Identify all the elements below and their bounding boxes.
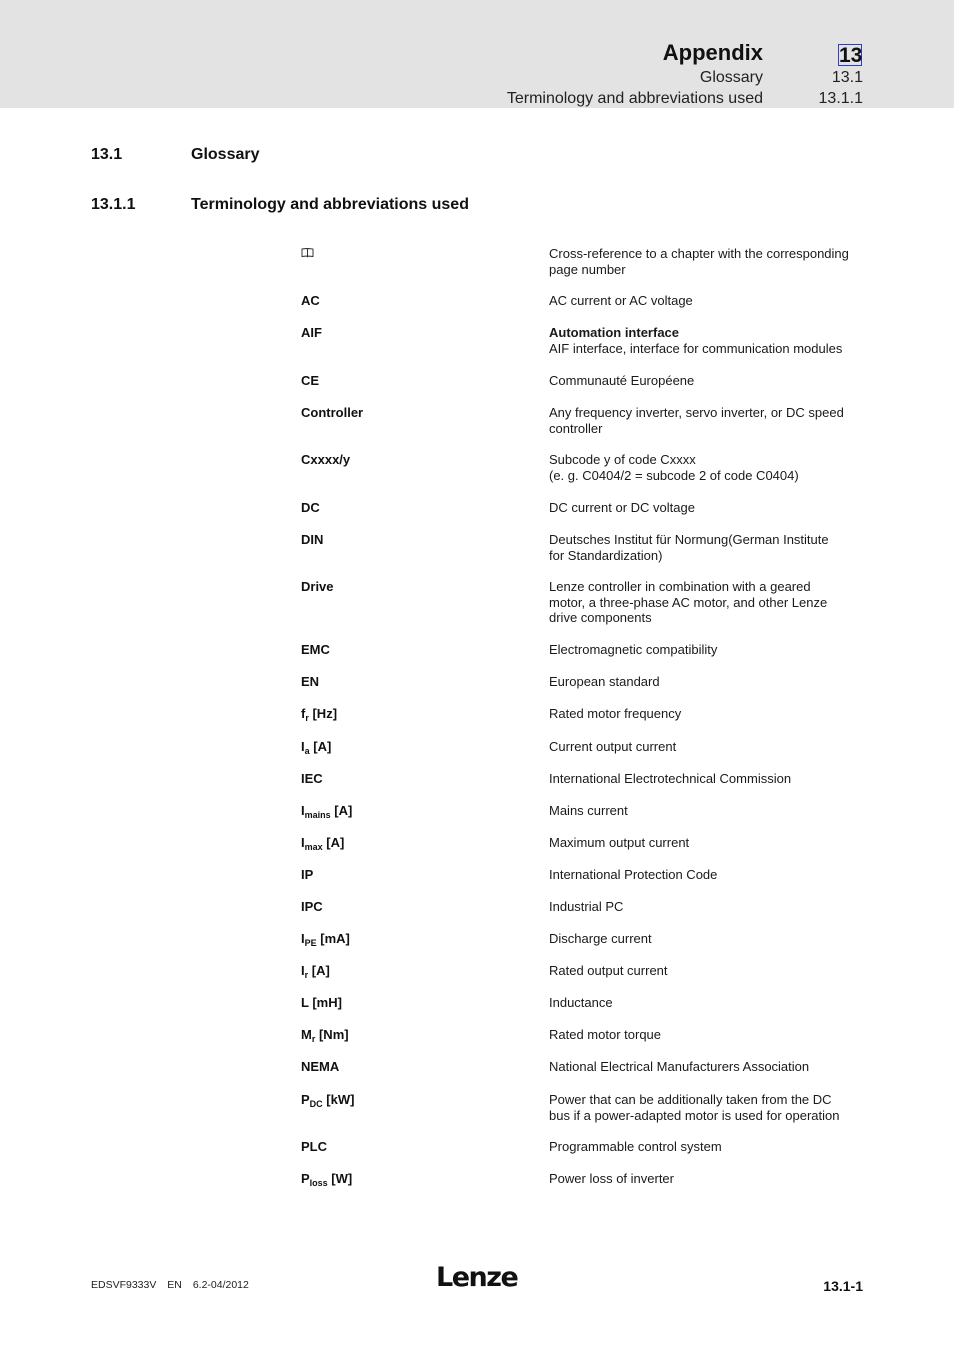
glossary-definition-line: Power loss of inverter: [549, 1171, 674, 1186]
glossary-term-text: IEC: [301, 771, 323, 786]
glossary-term-text: L [mH]: [301, 995, 342, 1010]
glossary-term-text: AC: [301, 293, 320, 308]
glossary-definition: [549, 1171, 869, 1187]
glossary-term: [301, 1059, 339, 1075]
glossary-definition-line: controller: [549, 420, 603, 436]
glossary-term: [301, 803, 352, 819]
glossary-definition: [549, 293, 869, 309]
glossary-term-subscript: mains: [304, 810, 331, 820]
glossary-term: [301, 739, 331, 755]
glossary-definition: [549, 373, 869, 389]
glossary-term: [301, 532, 323, 548]
glossary-term: [301, 246, 314, 262]
glossary-definition: [549, 579, 869, 626]
glossary-definition: [549, 739, 869, 755]
glossary-term: [301, 771, 323, 787]
glossary-definition: [549, 674, 869, 690]
glossary-term: [301, 963, 330, 979]
glossary-term-text: EN: [301, 674, 320, 689]
glossary-term-text: IP: [301, 867, 314, 882]
footer-language: EN: [167, 1279, 182, 1291]
glossary-term: [301, 405, 363, 421]
glossary-definition-line: National Electrical Manufacturers Association: [549, 1059, 810, 1074]
glossary-definition-line: Maximum output current: [549, 835, 690, 850]
subsection-number: 13.1.1: [91, 196, 136, 213]
glossary-definition-line: International Protection Code: [549, 867, 718, 882]
glossary-term: [301, 1171, 352, 1187]
glossary-definition: [549, 405, 869, 436]
glossary-term: [301, 642, 330, 658]
subsection-title: Terminology and abbreviations used: [191, 196, 469, 213]
glossary-term: [301, 1092, 354, 1108]
book-icon: [301, 246, 314, 257]
glossary-term: [301, 899, 323, 915]
glossary-definition-line: bus if a power-adapted motor is used for operation: [549, 1107, 840, 1123]
glossary-definition-line: Cross-reference to a chapter with the corresponding: [549, 246, 849, 261]
glossary-term-unit: [Hz]: [308, 706, 338, 721]
glossary-definition-line: Electromagnetic compatibility: [549, 642, 718, 657]
glossary-term-text: Controller: [301, 405, 364, 420]
glossary-term-text: I: [301, 835, 305, 850]
glossary-definition-line: Rated motor torque: [549, 1027, 662, 1042]
page-header: [0, 0, 954, 108]
glossary-definition-line: Lenze controller in combination with a geared: [549, 579, 811, 594]
glossary-definition: [549, 995, 869, 1011]
header-title: Appendix: [662, 40, 763, 65]
glossary-term: [301, 1027, 349, 1043]
glossary-definition-line: Rated motor frequency: [549, 706, 682, 721]
glossary-term: [301, 500, 320, 516]
glossary-term: [301, 325, 322, 341]
glossary-definition-line: page number: [549, 261, 626, 277]
glossary-definition-heading: Automation interface: [549, 325, 680, 340]
glossary-term-unit: [A]: [308, 963, 330, 978]
glossary-term-text: DC: [301, 500, 320, 515]
glossary-definition-line: (e. g. C0404/2 = subcode 2 of code C0404): [549, 467, 799, 483]
glossary-term-subscript: r: [305, 713, 309, 723]
glossary-term-text: Drive: [301, 579, 334, 594]
glossary-definition: [549, 931, 869, 947]
glossary-term-subscript: DC: [309, 1099, 323, 1109]
glossary-definition: [549, 452, 869, 483]
glossary-term-unit: [Nm]: [315, 1027, 349, 1042]
glossary-term: [301, 373, 319, 389]
glossary-term-unit: [W]: [327, 1171, 353, 1186]
glossary-definition-line: Inductance: [549, 995, 613, 1010]
glossary-term: [301, 1139, 327, 1155]
glossary-definition-line: AC current or AC voltage: [549, 293, 693, 308]
header-number-glossary: 13.1: [831, 69, 863, 86]
glossary-term-text: M: [301, 1027, 312, 1042]
glossary-definition-line: Current output current: [549, 739, 677, 754]
glossary-definition: [549, 246, 869, 277]
glossary-term-text: I: [301, 739, 305, 754]
glossary-term-subscript: r: [304, 970, 309, 980]
glossary-term-text: P: [301, 1092, 310, 1107]
glossary-term: [301, 706, 337, 722]
glossary-term: [301, 995, 342, 1011]
glossary-definition: [549, 325, 869, 356]
section-number: 13.1: [91, 146, 123, 163]
chapter-number-link[interactable]: 13: [839, 44, 863, 67]
glossary-definition-line: Rated output current: [549, 963, 668, 978]
glossary-term: [301, 931, 350, 947]
glossary-term-subscript: a: [304, 746, 310, 756]
glossary-definition-line: Mains current: [549, 803, 628, 818]
glossary-definition-line: for Standardization): [549, 547, 663, 563]
footer-doc-info: [91, 1279, 257, 1291]
glossary-term-unit: [mA]: [316, 931, 350, 946]
glossary-definition: [549, 532, 869, 563]
glossary-definition-line: DC current or DC voltage: [549, 500, 695, 515]
glossary-term: [301, 452, 350, 468]
glossary-definition-line: International Electrotechnical Commission: [549, 771, 792, 786]
glossary-term-subscript: PE: [304, 938, 317, 948]
glossary-term-text: P: [301, 1171, 310, 1186]
header-number-terminology: 13.1.1: [818, 90, 863, 107]
glossary-term-text: Cxxxx/y: [301, 452, 351, 467]
glossary-definition-line: Subcode y of code Cxxxx: [549, 452, 696, 467]
header-subtitle-glossary: Glossary: [699, 69, 763, 86]
glossary-term-text: AIF: [301, 325, 322, 340]
glossary-definition: [549, 706, 869, 722]
glossary-term-text: IPC: [301, 899, 323, 914]
glossary-term: [301, 293, 320, 309]
glossary-definition-line: drive components: [549, 610, 652, 625]
glossary-term-unit: [kW]: [322, 1092, 355, 1107]
glossary-definition: [549, 963, 869, 979]
glossary-term-text: NEMA: [301, 1059, 340, 1074]
glossary-term-subscript: max: [304, 842, 323, 852]
glossary-definition: [549, 1059, 869, 1075]
glossary-term: [301, 579, 334, 595]
glossary-definition-line: Discharge current: [549, 931, 652, 946]
glossary-definition-line: Industrial PC: [549, 899, 624, 914]
glossary-definition-line: AIF interface, interface for communication modules: [549, 340, 843, 356]
glossary-definition-line: Communauté Européene: [549, 373, 695, 388]
glossary-definition-line: European standard: [549, 674, 660, 689]
glossary-term-text: PLC: [301, 1139, 327, 1154]
glossary-term-unit: [A]: [309, 739, 332, 754]
glossary-term: [301, 835, 344, 851]
glossary-term: [301, 674, 319, 690]
lenze-logo: Lenze: [436, 1262, 518, 1293]
glossary-definition-line: Deutsches Institut für Normung(German Institute: [549, 532, 829, 547]
glossary-term-text: I: [301, 803, 305, 818]
footer-doc-id: EDSVF9333V: [91, 1279, 157, 1291]
glossary-definition: [549, 803, 869, 819]
glossary-definition: [549, 835, 869, 851]
glossary-term-subscript: r: [311, 1034, 316, 1044]
glossary-term-text: f: [301, 706, 306, 721]
section-title: Glossary: [191, 146, 260, 163]
glossary-term-text: EMC: [301, 642, 330, 657]
glossary-definition: [549, 500, 869, 516]
glossary-term-unit: [A]: [330, 803, 353, 818]
glossary-term: [301, 867, 313, 883]
glossary-definition-line: Any frequency inverter, servo inverter, or DC speed: [549, 405, 844, 420]
header-subtitle-terminology: Terminology and abbreviations used: [506, 90, 763, 107]
glossary-term-text: I: [301, 931, 305, 946]
footer-page-number: 13.1-1: [823, 1278, 863, 1294]
glossary-definition: [549, 867, 869, 883]
footer-version: 6.2-04/2012: [192, 1279, 249, 1291]
glossary-definition: [549, 771, 869, 787]
glossary-definition: [549, 1027, 869, 1043]
glossary-definition-line: motor, a three-phase AC motor, and other Lenze: [549, 594, 828, 610]
glossary-term-text: CE: [301, 373, 320, 388]
glossary-definition-line: Power that can be additionally taken from the DC: [549, 1092, 832, 1107]
glossary-term-unit: [A]: [322, 835, 345, 850]
glossary-definition: [549, 1139, 869, 1155]
glossary-definition: [549, 899, 869, 915]
glossary-term-text: I: [301, 963, 305, 978]
glossary-definition-line: Programmable control system: [549, 1139, 722, 1154]
glossary-definition: [549, 642, 869, 658]
glossary-term-text: DIN: [301, 532, 324, 547]
glossary-definition: [549, 1092, 869, 1123]
glossary-term-subscript: loss: [309, 1178, 328, 1188]
